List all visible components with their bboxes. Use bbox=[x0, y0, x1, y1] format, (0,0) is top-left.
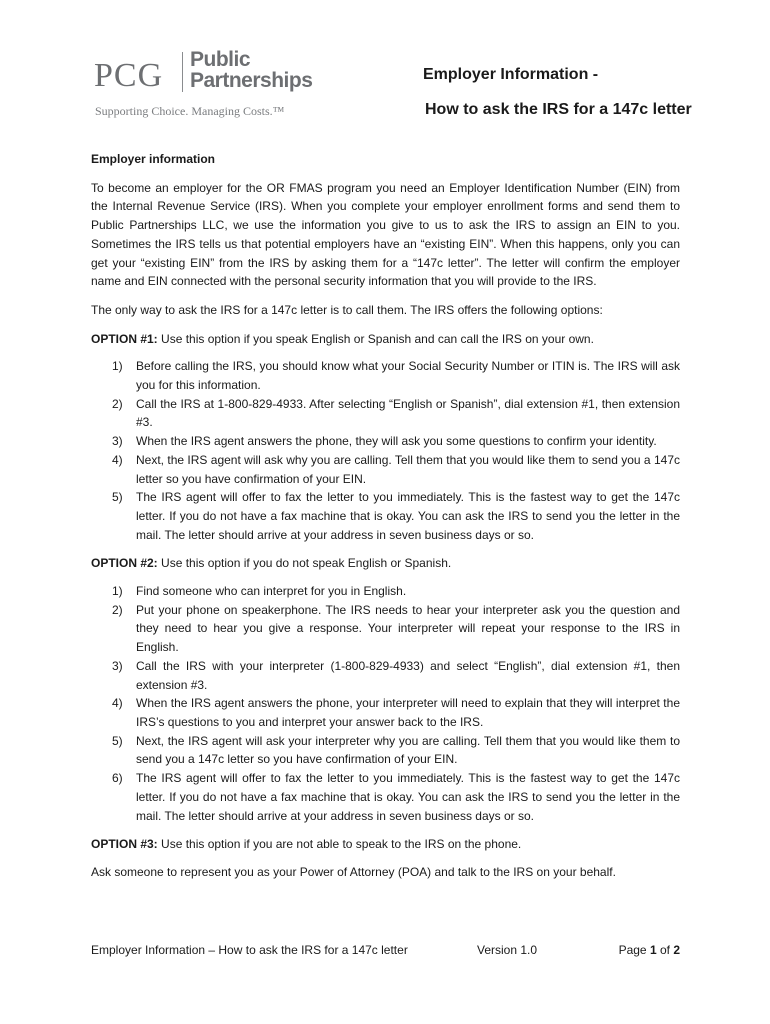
page-prefix: Page bbox=[618, 943, 650, 957]
step-number: 1) bbox=[112, 584, 123, 599]
intro-paragraph: To become an employer for the OR FMAS program you need an Employer Identification Number (EIN) from the Internal Revenue Service (IRS). When you complete your employer enrollment forms and send them to Public Partnerships LLC, we use the information you give to us to ask the IRS to assign an EIN to you. Sometimes the IRS tells us that potential employers have an “existing EIN”. When this happens, only you can get your “existing EIN” from the IRS by asking them for a “147c letter”. The letter will confirm the employer name and EIN connected with the personal security information that you will provide to the IRS. bbox=[91, 180, 680, 289]
option-2-line bbox=[91, 554, 680, 573]
option-3-line bbox=[91, 835, 680, 854]
list-item bbox=[91, 488, 680, 544]
list-item bbox=[91, 694, 680, 731]
step-number: 1) bbox=[112, 359, 123, 374]
closing-paragraph: Ask someone to represent you as your Power of Attorney (POA) and talk to the IRS on your behalf. bbox=[91, 864, 616, 879]
list-item bbox=[91, 395, 680, 432]
step-number: 4) bbox=[112, 452, 123, 467]
section-heading: Employer information bbox=[91, 152, 216, 166]
logo-divider bbox=[182, 52, 183, 92]
list-item bbox=[91, 732, 680, 769]
list-item bbox=[91, 451, 680, 488]
page-of: of bbox=[656, 943, 674, 957]
option-3-text: Use this option if you are not able to speak to the IRS on the phone. bbox=[157, 837, 522, 852]
footer-document-title: Employer Information – How to ask the IRS for a 147c letter bbox=[91, 943, 408, 957]
step-text: When the IRS agent answers the phone, your interpreter will need to explain that they will interpret the IRS’s questions to you and interpret your answer back to the IRS. bbox=[136, 696, 680, 729]
logo-line-2: Partnerships bbox=[190, 69, 313, 92]
footer-version: Version 1.0 bbox=[477, 943, 538, 957]
step-text: Before calling the IRS, you should know what your Social Security Number or ITIN is. The IRS will ask you for this information. bbox=[136, 359, 680, 393]
list-item bbox=[91, 432, 680, 451]
footer-page-number bbox=[619, 943, 680, 957]
list-item bbox=[91, 769, 680, 825]
step-text: Call the IRS with your interpreter (1-800-829-4933) and select “English”, dial extension #1, then extension #3. bbox=[136, 658, 680, 692]
step-text: Next, the IRS agent will ask your interpreter why you are calling. Tell them that you would like them to send you a 147c letter so you have confirmation of your EIN. bbox=[136, 733, 680, 767]
step-text: Next, the IRS agent will ask why you are calling. Tell them that you would like them to send you a 147c letter so you have confirmation of your EIN. bbox=[136, 452, 680, 486]
step-number: 5) bbox=[112, 490, 123, 505]
logo-line-1: Public bbox=[190, 48, 251, 71]
list-item bbox=[91, 357, 680, 394]
step-number: 6) bbox=[112, 771, 123, 786]
step-text: Call the IRS at 1-800-829-4933. After selecting “English or Spanish”, dial extension #1, then extension #3. bbox=[136, 396, 680, 430]
step-text: When the IRS agent answers the phone, they will ask you some questions to confirm your identity. bbox=[136, 434, 657, 449]
logo-tagline: Supporting Choice. Managing Costs.™ bbox=[95, 104, 285, 118]
step-number: 2) bbox=[112, 396, 123, 411]
option-2-label: OPTION #2: bbox=[91, 556, 158, 571]
step-text: Put your phone on speakerphone. The IRS needs to hear your interpreter ask you the question and they need to hear you give a response. Your interpreter will repeat your response to the IRS in English. bbox=[136, 602, 680, 655]
option-1-label: OPTION #1: bbox=[91, 331, 158, 346]
page-total: 2 bbox=[673, 943, 680, 957]
step-text: The IRS agent will offer to fax the letter to you immediately. This is the fastest way to get the 147c letter. If you do not have a fax machine that is okay. You can ask the IRS to send you the letter in the mail. The letter should arrive at your address in seven business days or so. bbox=[136, 490, 680, 542]
option-1-text: Use this option if you speak English or Spanish and can call the IRS on your own. bbox=[157, 331, 594, 346]
step-number: 5) bbox=[112, 733, 123, 748]
document-title-line-2: How to ask the IRS for a 147c letter bbox=[425, 101, 692, 118]
only-way-paragraph: The only way to ask the IRS for a 147c letter is to call them. The IRS offers the following options: bbox=[91, 302, 603, 317]
option-1-line bbox=[91, 330, 680, 349]
list-item bbox=[91, 657, 680, 694]
option-1-steps bbox=[91, 357, 680, 544]
logo-public-partnerships bbox=[190, 49, 312, 91]
page-footer bbox=[91, 943, 680, 961]
list-item bbox=[91, 601, 680, 657]
option-2-steps bbox=[91, 582, 680, 825]
step-text: Find someone who can interpret for you in English. bbox=[136, 584, 407, 599]
pcg-logo bbox=[94, 48, 344, 122]
step-number: 2) bbox=[112, 602, 123, 617]
document-title-line-1: Employer Information - bbox=[423, 66, 599, 83]
step-number: 3) bbox=[112, 434, 123, 449]
step-number: 3) bbox=[112, 658, 123, 673]
document-body bbox=[91, 150, 680, 892]
page-current: 1 bbox=[649, 943, 657, 957]
option-3-label: OPTION #3: bbox=[91, 837, 158, 852]
step-number: 4) bbox=[112, 696, 123, 711]
step-text: The IRS agent will offer to fax the letter to you immediately. This is the fastest way to get the 147c letter. If you do not have a fax machine that is okay. You can ask the IRS to send you the letter in the mail. The letter should arrive at your address in seven business days or so. bbox=[136, 771, 680, 823]
list-item bbox=[91, 582, 680, 601]
logo-pcg-text: PCG bbox=[94, 57, 164, 94]
option-2-text: Use this option if you do not speak English or Spanish. bbox=[157, 556, 452, 571]
